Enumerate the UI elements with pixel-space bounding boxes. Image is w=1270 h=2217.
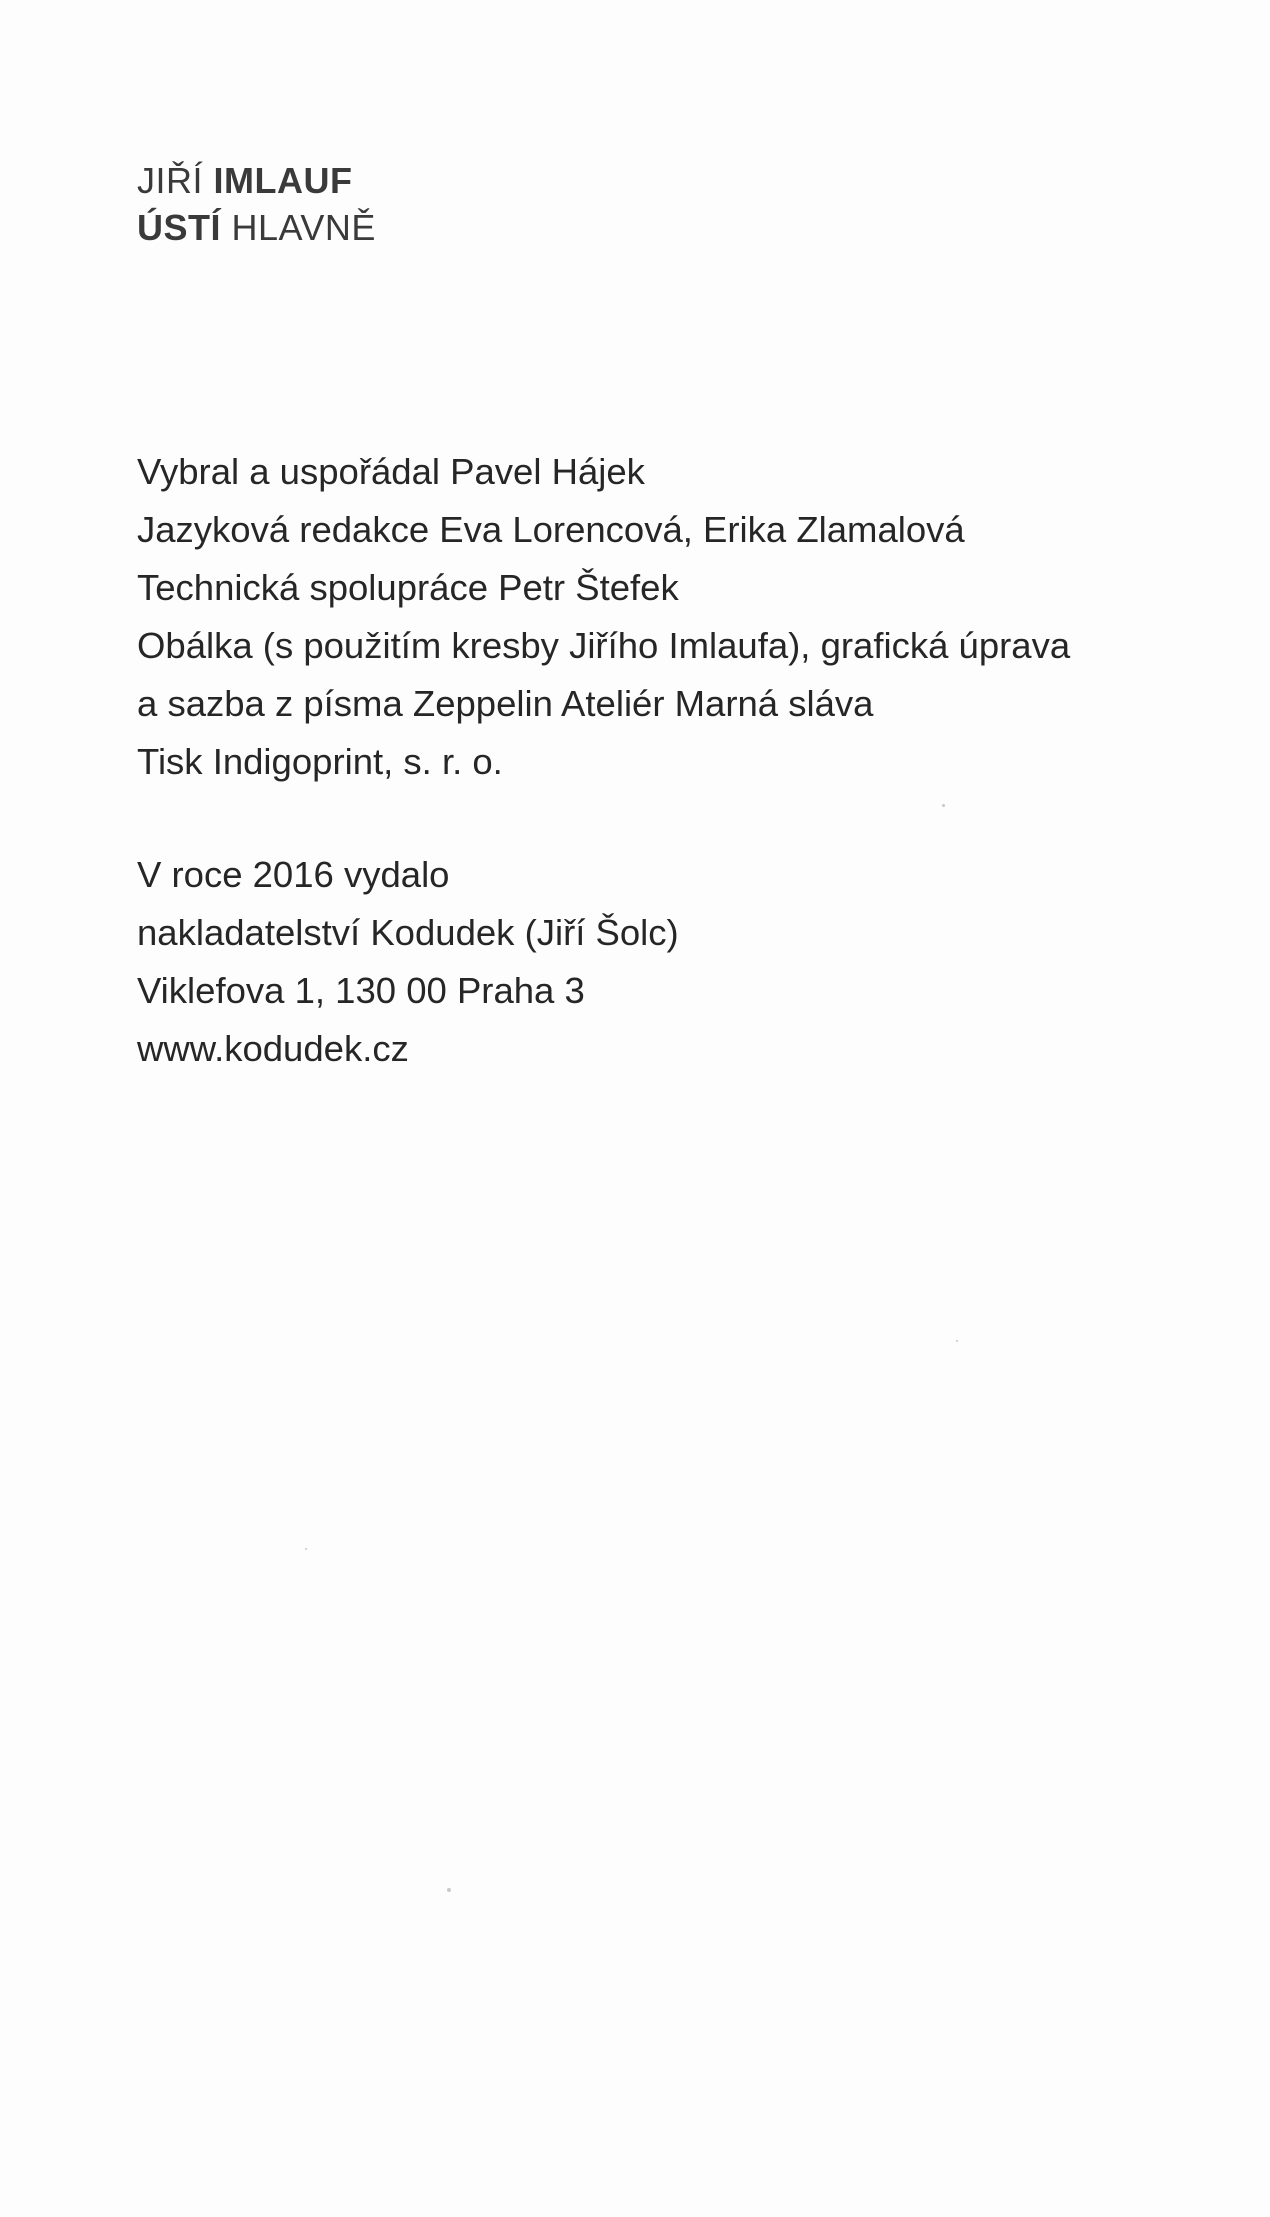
author-line bbox=[137, 157, 376, 204]
credits-line: Tisk Indigoprint, s. r. o. bbox=[137, 741, 503, 782]
book-header bbox=[137, 157, 376, 251]
publisher-block bbox=[137, 846, 679, 1078]
title-line bbox=[137, 204, 376, 251]
paper-speck bbox=[956, 1340, 958, 1342]
paper-speck bbox=[305, 1548, 307, 1550]
publisher-line: nakladatelství Kodudek (Jiří Šolc) bbox=[137, 912, 679, 953]
credits-block bbox=[137, 443, 1070, 791]
credits-line: Technická spolupráce Petr Štefek bbox=[137, 567, 679, 608]
credits-line: Jazyková redakce Eva Lorencová, Erika Zlamalová bbox=[137, 509, 965, 550]
publisher-line: V roce 2016 vydalo bbox=[137, 854, 450, 895]
author-last-name: IMLAUF bbox=[213, 160, 353, 201]
author-first-name: JIŘÍ bbox=[137, 160, 204, 201]
paper-speck bbox=[942, 804, 945, 807]
publisher-line: Viklefova 1, 130 00 Praha 3 bbox=[137, 970, 585, 1011]
publisher-website: www.kodudek.cz bbox=[137, 1028, 409, 1069]
paper-speck bbox=[447, 1888, 451, 1892]
credits-line: Obálka (s použitím kresby Jiřího Imlaufa), grafická úprava bbox=[137, 625, 1071, 666]
title-second-word: HLAVNĚ bbox=[231, 207, 376, 248]
credits-line: Vybral a uspořádal Pavel Hájek bbox=[137, 451, 645, 492]
title-first-word: ÚSTÍ bbox=[137, 207, 222, 248]
credits-line: a sazba z písma Zeppelin Ateliér Marná sláva bbox=[137, 683, 874, 724]
